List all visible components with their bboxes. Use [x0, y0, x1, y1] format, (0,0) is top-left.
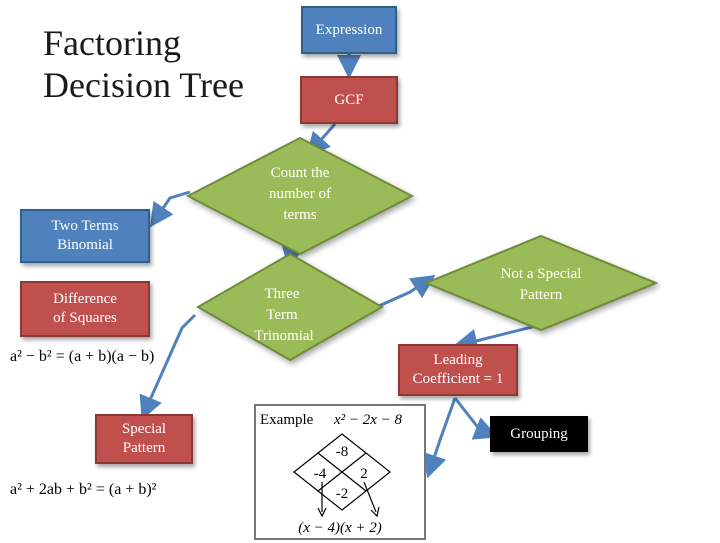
not-special-line-1: Not a Special: [500, 266, 582, 282]
arrow-leading-to-example: [430, 398, 455, 470]
example-left-value: -4: [313, 466, 327, 482]
example-label: Example: [260, 412, 314, 428]
special-pattern-line-1: Special: [121, 421, 167, 437]
leading-coefficient-line-1: Leading: [433, 352, 483, 368]
not-special-line-2: Pattern: [519, 287, 563, 303]
expression-label: Expression: [315, 21, 383, 38]
example-top-value: -8: [335, 444, 349, 460]
three-term-line-1: Three: [264, 286, 300, 302]
arrow-leading-to-grouping: [455, 398, 490, 434]
difference-of-squares-formula: [10, 348, 154, 366]
title-line-1: Factoring: [43, 23, 181, 63]
example-expression: x² − 2x − 8: [334, 412, 403, 428]
two-terms-line-1: Two Terms: [51, 218, 119, 234]
two-terms-line-2: Binomial: [57, 237, 113, 253]
example-answer: (x − 4)(x + 2): [298, 520, 382, 536]
arrow-count-to-two-terms: [155, 192, 190, 220]
example-box: [254, 404, 426, 540]
expression-box: [301, 6, 397, 54]
example-right-value: 2: [360, 466, 368, 482]
perfect-square-formula-text: a² + 2ab + b² = (a + b)²: [10, 481, 157, 498]
grouping-box: [490, 416, 588, 452]
gcf-label: GCF: [334, 91, 364, 108]
special-pattern-box: [95, 414, 193, 464]
three-term-line-3: Trinomial: [254, 328, 314, 344]
perfect-square-formula: [10, 481, 156, 499]
count-terms-line-1: Count the: [270, 165, 330, 181]
three-term-line-2: Term: [266, 307, 298, 323]
count-terms-line-2: number of: [268, 186, 332, 202]
difference-squares-line-1: Difference: [53, 291, 117, 307]
leading-coefficient-box: [398, 344, 518, 396]
difference-squares-box: [20, 281, 150, 337]
difference-formula-text: a² − b² = (a + b)(a − b): [10, 348, 155, 365]
grouping-label: Grouping: [510, 425, 568, 442]
arrow-not-special-to-leading: [462, 325, 540, 344]
title-line-2: Decision Tree: [43, 65, 244, 105]
not-special-diamond: [426, 236, 656, 330]
three-term-diamond: [198, 254, 382, 360]
leading-coefficient-line-2: Coefficient = 1: [412, 371, 504, 387]
count-terms-line-3: terms: [283, 207, 317, 223]
example-bottom-value: -2: [335, 486, 349, 502]
count-terms-diamond: [188, 138, 412, 254]
two-terms-box: [20, 209, 150, 263]
gcf-box: [300, 76, 398, 124]
special-pattern-line-2: Pattern: [122, 440, 166, 456]
difference-squares-line-2: of Squares: [53, 310, 117, 326]
example-diamond-diagram: [256, 406, 424, 538]
